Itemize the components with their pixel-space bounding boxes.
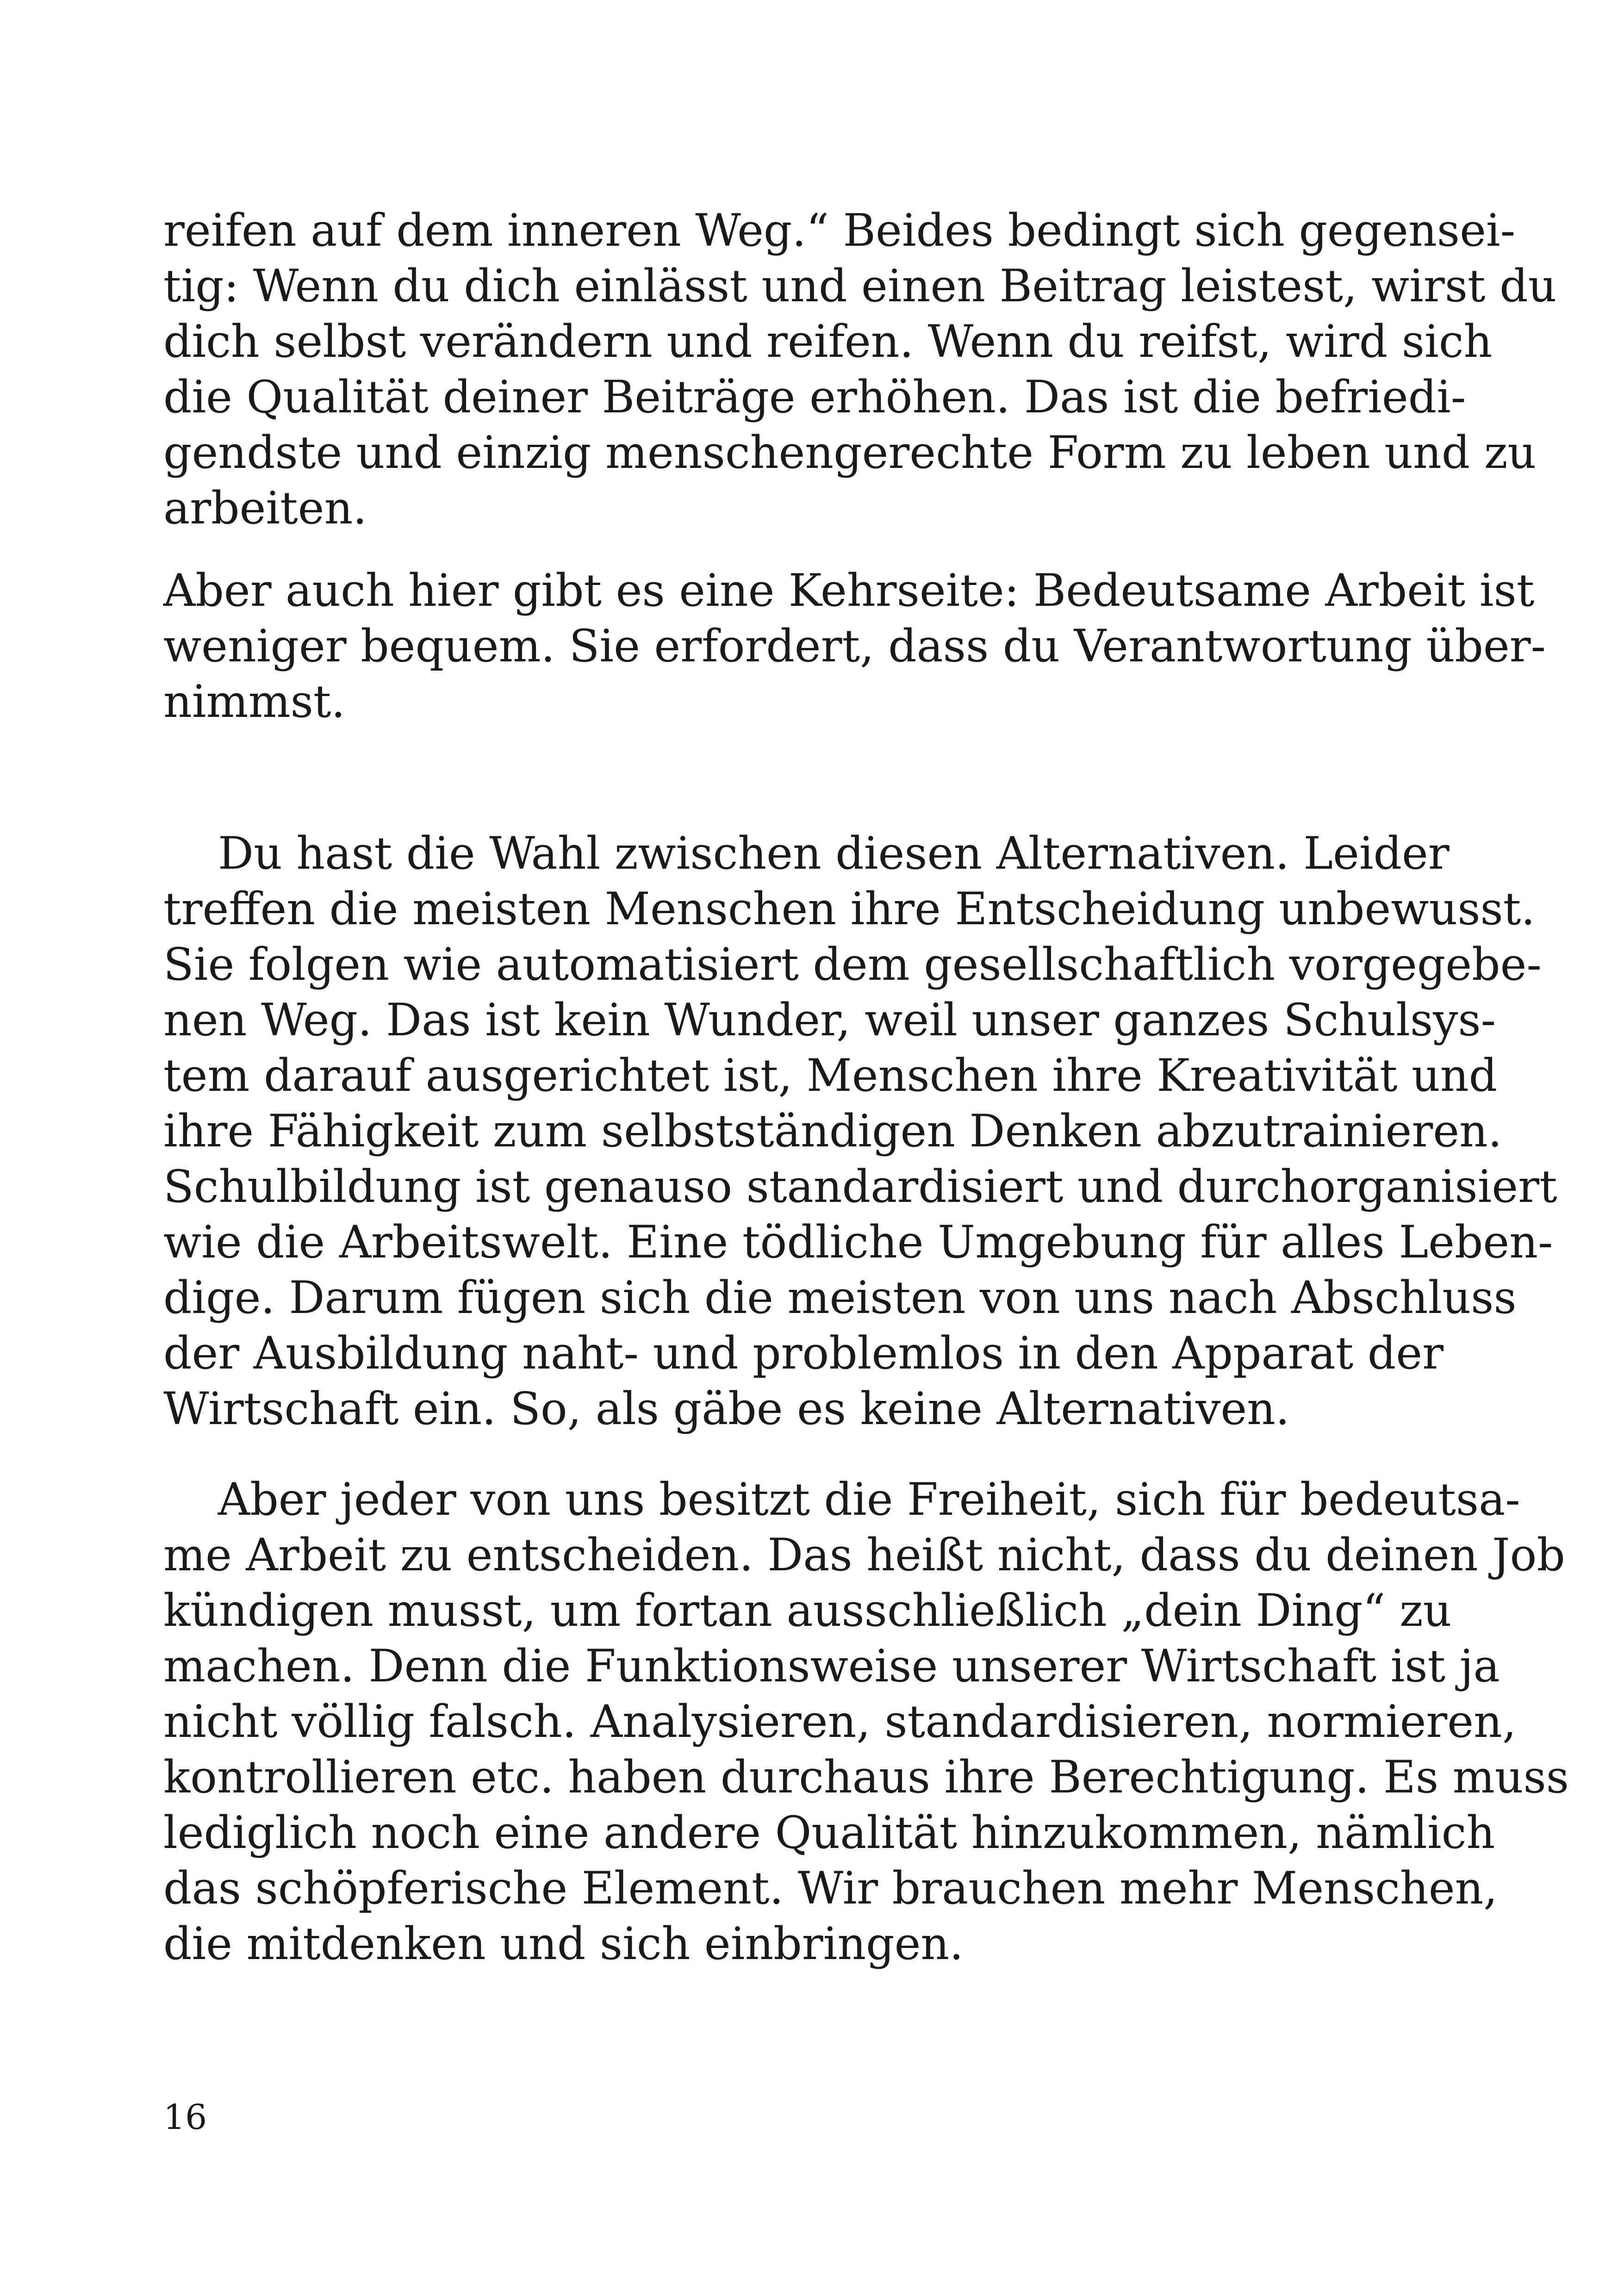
text-line: Du hast die Wahl zwischen diesen Alternativen. Leider: [218, 828, 1450, 879]
text-line: die Qualität deiner Beiträge erhöhen. Das ist die befriedi-: [163, 371, 1466, 423]
page-number: 16: [163, 2097, 207, 2137]
text-line: dige. Darum fügen sich die meisten von uns nach Abschluss: [163, 1272, 1517, 1324]
text-line: tem darauf ausgerichtet ist, Menschen ihre Kreativität und: [163, 1050, 1498, 1101]
text-line: arbeiten.: [163, 482, 367, 534]
text-line: Aber auch hier gibt es eine Kehrseite: Bedeutsame Arbeit ist: [163, 565, 1535, 616]
text-line: tig: Wenn du dich einlässt und einen Beitrag leistest, wirst du: [163, 260, 1557, 312]
text-line: nimmst.: [163, 676, 345, 728]
text-line: machen. Denn die Funktionsweise unserer Wirtschaft ist ja: [163, 1640, 1500, 1692]
text-line: der Ausbildung naht- und problemlos in den Apparat der: [163, 1327, 1444, 1379]
text-line: gendste und einzig menschengerechte Form zu leben und zu: [163, 427, 1537, 479]
text-line: Schulbildung ist genauso standardisiert und durchorganisiert: [163, 1161, 1557, 1213]
text-line: treffen die meisten Menschen ihre Entscheidung unbewusst.: [163, 883, 1535, 935]
text-line: nen Weg. Das ist kein Wunder, weil unser ganzes Schulsys-: [163, 994, 1496, 1046]
text-line: Wirtschaft ein. So, als gäbe es keine Alternativen.: [163, 1383, 1290, 1435]
text-line: das schöpferische Element. Wir brauchen mehr Menschen,: [163, 1862, 1498, 1914]
text-line: Sie folgen wie automatisiert dem gesellschaftlich vorgegebe-: [163, 939, 1542, 990]
text-line: weniger bequem. Sie erfordert, dass du Verantwortung über-: [163, 620, 1546, 672]
paragraph-3: [163, 826, 1557, 1437]
text-line: reifen auf dem inneren Weg.“ Beides bedingt sich gegensei-: [163, 205, 1516, 256]
text-line: lediglich noch eine andere Qualität hinzukommen, nämlich: [163, 1807, 1495, 1859]
text-line: me Arbeit zu entscheiden. Das heißt nicht, dass du deinen Job: [163, 1529, 1565, 1581]
text-line: dich selbst verändern und reifen. Wenn du reifst, wird sich: [163, 316, 1493, 367]
text-line: kontrollieren etc. haben durchaus ihre Berechtigung. Es muss: [163, 1751, 1569, 1803]
text-line: ihre Fähigkeit zum selbstständigen Denken abzutrainieren.: [163, 1105, 1502, 1157]
paragraph-2: [163, 563, 1546, 729]
text-line: Aber jeder von uns besitzt die Freiheit, sich für bedeutsa-: [218, 1474, 1520, 1525]
text-line: nicht völlig falsch. Analysieren, standardisieren, normieren,: [163, 1696, 1517, 1748]
paragraph-1: [163, 203, 1557, 536]
text-line: wie die Arbeitswelt. Eine tödliche Umgebung für alles Leben-: [163, 1216, 1553, 1268]
text-line: die mitdenken und sich einbringen.: [163, 1918, 964, 1970]
text-line: kündigen musst, um fortan ausschließlich „dein Ding“ zu: [163, 1585, 1452, 1636]
paragraph-4: [163, 1472, 1569, 1972]
